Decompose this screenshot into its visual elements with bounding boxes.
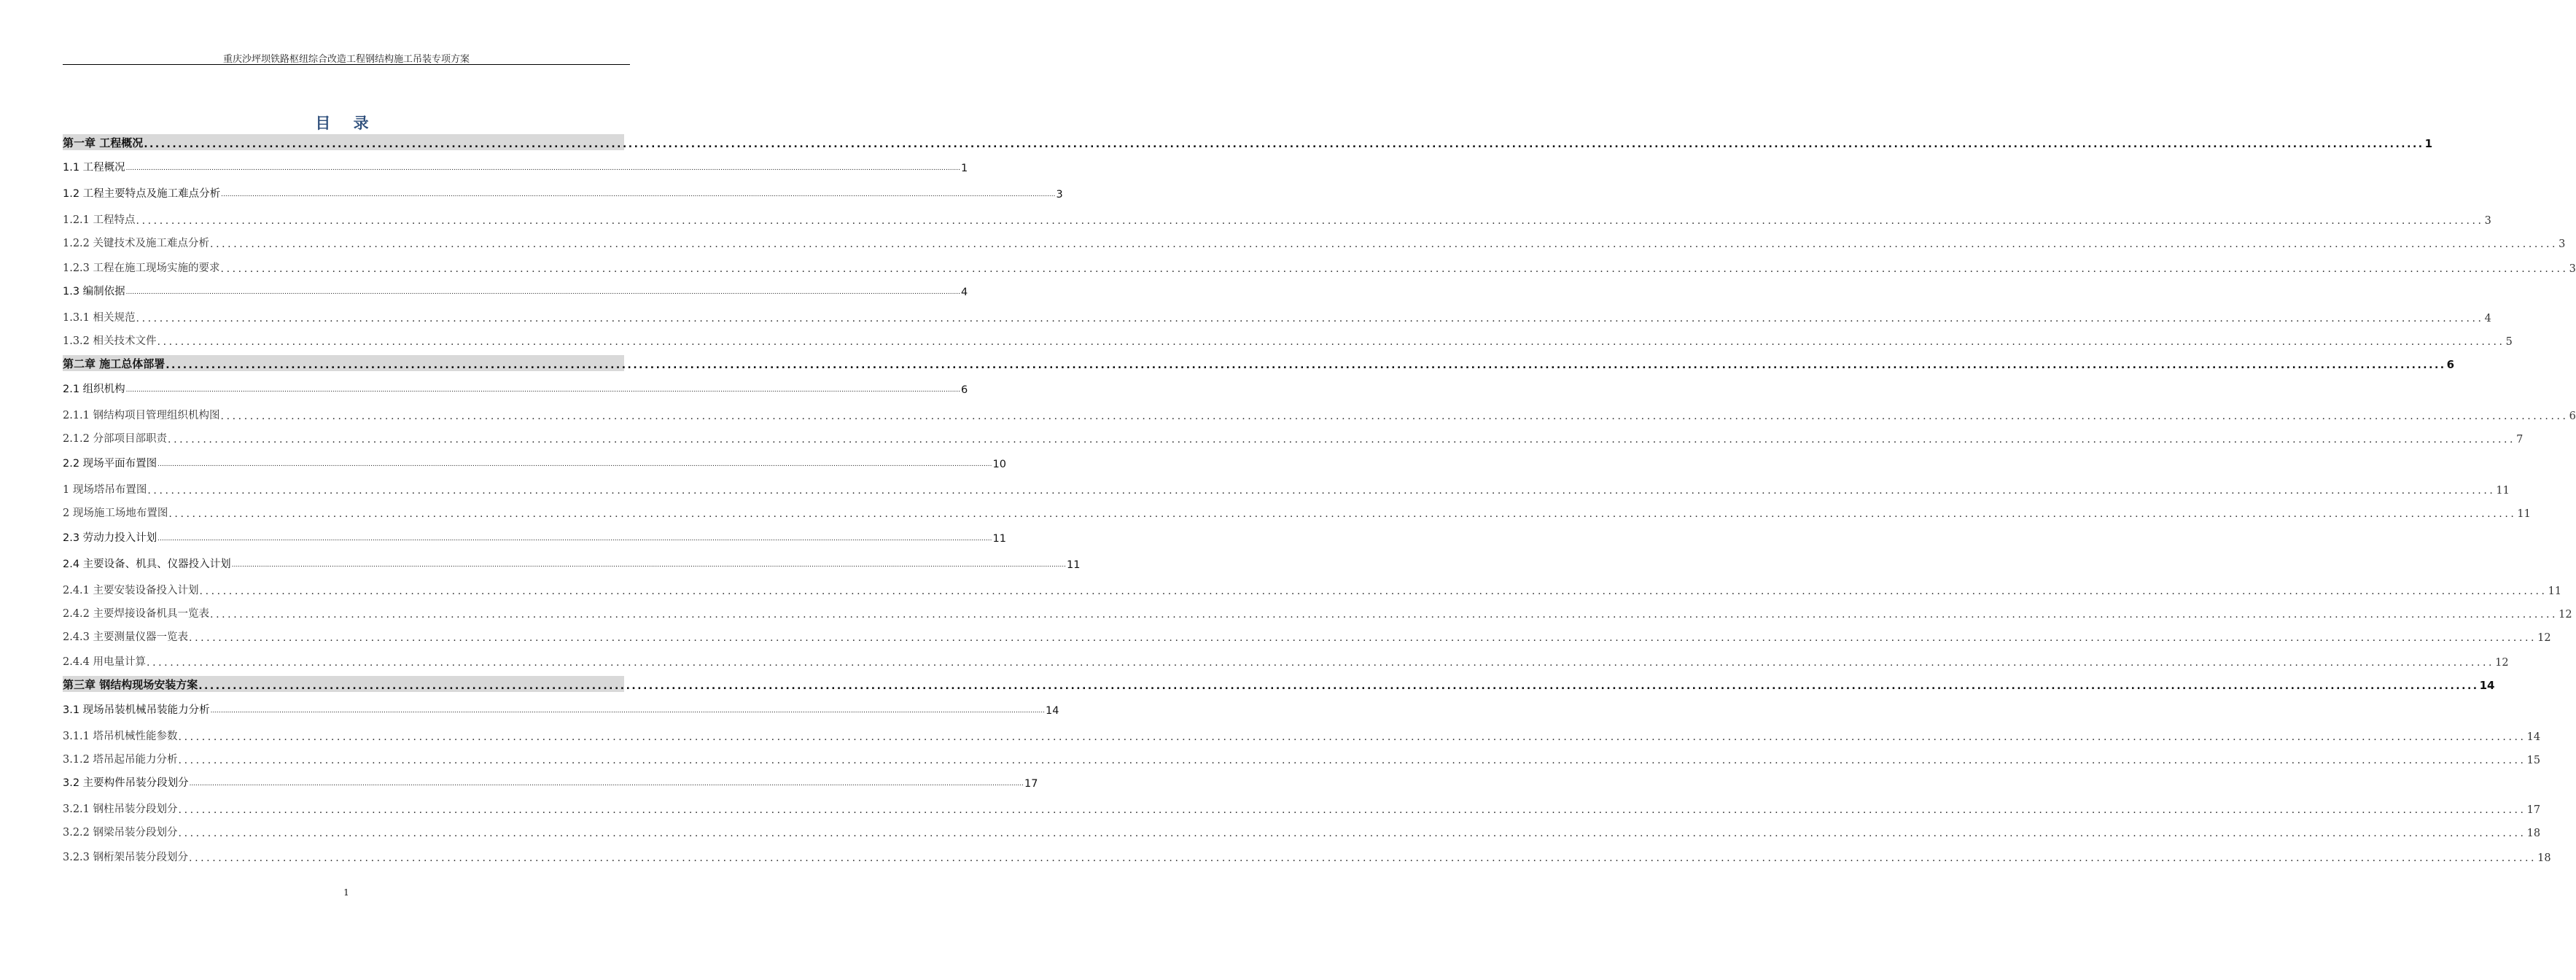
toc-entry-label: 1 现场塔吊布置图 (63, 484, 147, 496)
toc-entry-page: 11 (2496, 485, 2510, 497)
toc-entry-label: 2.4.1 主要安装设备投入计划 (63, 585, 199, 596)
dot-leader: ................................................................................................................................................................................................................................................................................................................................................................................................................ (231, 561, 1067, 569)
toc-entry-page: 18 (2537, 852, 2551, 864)
toc-entry[interactable] (63, 259, 2576, 275)
toc-title: 目 录 (315, 114, 378, 132)
toc-entry-page: 6 (961, 384, 968, 396)
toc-entry[interactable] (63, 529, 1006, 545)
header-divider (63, 64, 630, 65)
toc-entry-label: 3.2.1 钢柱吊装分段划分 (63, 804, 178, 815)
toc-entry-page: 6 (2446, 358, 2455, 371)
toc-entry-label: 2.4.2 主要焊接设备机具一览表 (63, 608, 210, 620)
dot-leader: ................................................................................................................................................................................................................................................................................................................................................................................................................ (147, 657, 2495, 669)
dot-leader: ................................................................................................................................................................................................................................................................................................................................................................................................................ (157, 535, 992, 542)
toc-entry-page: 4 (2484, 313, 2491, 324)
toc-entry[interactable] (63, 555, 1081, 571)
dot-leader: ................................................................................................................................................................................................................................................................................................................................................................................................................ (189, 852, 2537, 864)
toc-entry-label: 2.4.3 主要测量仪器一览表 (63, 631, 189, 643)
toc-entry-label: 2.1 组织机构 (63, 384, 125, 395)
dot-leader: ................................................................................................................................................................................................................................................................................................................................................................................................................ (144, 139, 2424, 150)
toc-entry-page: 14 (2526, 731, 2541, 743)
toc-entry-page: 1 (2424, 137, 2433, 150)
toc-entry[interactable] (63, 504, 2531, 520)
toc-entry[interactable] (63, 848, 2551, 864)
toc-entry-page: 15 (2526, 755, 2541, 766)
toc-entry-page: 3 (1056, 189, 1063, 201)
dot-leader: ................................................................................................................................................................................................................................................................................................................................................................................................................ (220, 411, 2569, 422)
toc-entry[interactable] (63, 774, 1038, 790)
dot-leader: ................................................................................................................................................................................................................................................................................................................................................................................................................ (210, 707, 1046, 715)
toc-entry[interactable] (63, 750, 2541, 766)
dot-leader: ................................................................................................................................................................................................................................................................................................................................................................................................................ (199, 586, 2548, 597)
toc-entry-page: 17 (1024, 778, 1038, 790)
dot-leader: ................................................................................................................................................................................................................................................................................................................................................................................................................ (189, 632, 2537, 644)
running-header: 重庆沙坪坝铁路枢纽综合改造工程钢结构施工吊装专项方案 (222, 54, 470, 65)
dot-leader: ................................................................................................................................................................................................................................................................................................................................................................................................................ (178, 731, 2526, 743)
toc-entry-label: 2.2 现场平面布置图 (63, 458, 157, 470)
toc-entry-page: 7 (2516, 434, 2524, 446)
toc-entry-label: 3.2 主要构件吊装分段划分 (63, 777, 189, 789)
toc-entry-page: 12 (2559, 609, 2572, 621)
toc-entry-page: 1 (961, 163, 968, 174)
toc-entry-page: 4 (961, 287, 968, 298)
toc-entry[interactable] (63, 676, 2495, 692)
toc-entry-label: 2.4 主要设备、机具、仪器投入计划 (63, 559, 231, 570)
toc-entry[interactable] (63, 604, 2572, 621)
dot-leader: ................................................................................................................................................................................................................................................................................................................................................................................................................ (178, 804, 2526, 816)
toc-entry[interactable] (63, 211, 2491, 227)
dot-leader: ................................................................................................................................................................................................................................................................................................................................................................................................................ (178, 828, 2526, 839)
page-number: 1 (343, 887, 349, 898)
dot-leader: ................................................................................................................................................................................................................................................................................................................................................................................................................ (136, 215, 2484, 227)
toc-entry-label: 1.3.1 相关规范 (63, 312, 136, 324)
toc-entry-label: 1.2.3 工程在施工现场实施的要求 (63, 262, 220, 274)
toc-entry[interactable] (63, 355, 2455, 371)
toc-entry-page: 3 (2569, 263, 2576, 275)
toc-entry[interactable] (63, 406, 2576, 422)
toc-entry[interactable] (63, 701, 1059, 717)
dot-leader: ................................................................................................................................................................................................................................................................................................................................................................................................................ (168, 434, 2516, 446)
toc-entry-page: 6 (2569, 411, 2576, 422)
dot-leader: ................................................................................................................................................................................................................................................................................................................................................................................................................ (125, 165, 961, 172)
toc-entry[interactable] (63, 184, 1063, 201)
toc-entry[interactable] (63, 234, 2566, 250)
toc-entry-label: 2.1.1 钢结构项目管理组织机构图 (63, 410, 220, 421)
toc-entry-label: 1.2 工程主要特点及施工难点分析 (63, 188, 221, 200)
dot-leader: ................................................................................................................................................................................................................................................................................................................................................................................................................ (147, 485, 2496, 497)
toc-entry[interactable] (63, 727, 2541, 743)
dot-leader: ................................................................................................................................................................................................................................................................................................................................................................................................................ (157, 461, 992, 468)
toc-entry[interactable] (63, 454, 1006, 470)
toc-entry-label: 3.2.2 钢梁吊装分段划分 (63, 827, 178, 839)
toc-entry-label: 3.2.3 钢桁架吊装分段划分 (63, 852, 189, 863)
toc-entry[interactable] (63, 158, 968, 174)
dot-leader: ................................................................................................................................................................................................................................................................................................................................................................................................................ (125, 289, 961, 296)
toc-entry-page: 11 (2548, 586, 2562, 597)
toc-entry-label: 3.1 现场吊装机械吊装能力分析 (63, 704, 210, 716)
toc-entry[interactable] (63, 823, 2541, 839)
dot-leader: ................................................................................................................................................................................................................................................................................................................................................................................................................ (189, 780, 1024, 788)
toc-entry-page: 5 (2505, 336, 2513, 348)
toc-entry[interactable] (63, 653, 2509, 669)
toc-entry[interactable] (63, 332, 2513, 348)
toc-entry-label: 2 现场施工场地布置图 (63, 508, 168, 519)
toc-entry-label: 第一章 工程概况 (63, 136, 144, 149)
dot-leader: ................................................................................................................................................................................................................................................................................................................................................................................................................ (210, 238, 2559, 250)
toc-entry-page: 3 (2559, 238, 2566, 250)
toc-entry[interactable] (63, 308, 2491, 324)
dot-leader: ................................................................................................................................................................................................................................................................................................................................................................................................................ (198, 680, 2479, 692)
toc-entry-label: 1.1 工程概况 (63, 162, 125, 174)
toc-entry[interactable] (63, 380, 968, 396)
dot-leader: ................................................................................................................................................................................................................................................................................................................................................................................................................ (166, 359, 2446, 371)
toc-entry-label: 1.2.1 工程特点 (63, 214, 136, 226)
toc-entry-label: 1.3.2 相关技术文件 (63, 335, 157, 347)
toc-entry-page: 14 (1046, 705, 1059, 717)
dot-leader: ................................................................................................................................................................................................................................................................................................................................................................................................................ (178, 755, 2526, 766)
dot-leader: ................................................................................................................................................................................................................................................................................................................................................................................................................ (125, 386, 961, 394)
toc-entry[interactable] (63, 481, 2510, 497)
toc-entry-page: 11 (1067, 559, 1081, 571)
toc-entry[interactable] (63, 134, 2433, 150)
toc-entry[interactable] (63, 628, 2551, 644)
toc-entry-page: 11 (2517, 508, 2531, 520)
toc-entry-label: 2.1.2 分部项目部职责 (63, 433, 168, 445)
toc-entry-page: 11 (992, 533, 1006, 545)
toc-entry[interactable] (63, 800, 2541, 816)
toc-entry-label: 第二章 施工总体部署 (63, 357, 166, 370)
dot-leader: ................................................................................................................................................................................................................................................................................................................................................................................................................ (157, 336, 2505, 348)
toc-entry-page: 10 (992, 459, 1006, 470)
toc-entry-label: 2.4.4 用电量计算 (63, 656, 147, 668)
dot-leader: ................................................................................................................................................................................................................................................................................................................................................................................................................ (210, 609, 2559, 621)
toc-entry-label: 3.1.2 塔吊起吊能力分析 (63, 754, 178, 766)
dot-leader: ................................................................................................................................................................................................................................................................................................................................................................................................................ (220, 263, 2569, 275)
toc-entry-page: 17 (2526, 804, 2541, 816)
toc-entry-label: 第三章 钢结构现场安装方案 (63, 678, 198, 691)
toc-entry[interactable] (63, 282, 968, 298)
toc-entry-label: 1.3 编制依据 (63, 286, 125, 298)
toc-entry-label: 3.1.1 塔吊机械性能参数 (63, 731, 178, 742)
toc-entry-page: 3 (2484, 215, 2491, 227)
toc-entry[interactable] (63, 581, 2562, 597)
toc-entry-label: 2.3 劳动力投入计划 (63, 532, 157, 544)
toc-entry-page: 14 (2479, 679, 2495, 692)
dot-leader: ................................................................................................................................................................................................................................................................................................................................................................................................................ (168, 508, 2517, 520)
toc-entry-page: 18 (2526, 828, 2541, 839)
toc-entry-label: 1.2.2 关键技术及施工难点分析 (63, 238, 210, 249)
toc-entry-page: 12 (2537, 632, 2551, 644)
dot-leader: ................................................................................................................................................................................................................................................................................................................................................................................................................ (136, 313, 2484, 324)
toc-entry-page: 12 (2495, 657, 2509, 669)
toc-entry[interactable] (63, 429, 2524, 446)
dot-leader: ................................................................................................................................................................................................................................................................................................................................................................................................................ (221, 191, 1056, 198)
